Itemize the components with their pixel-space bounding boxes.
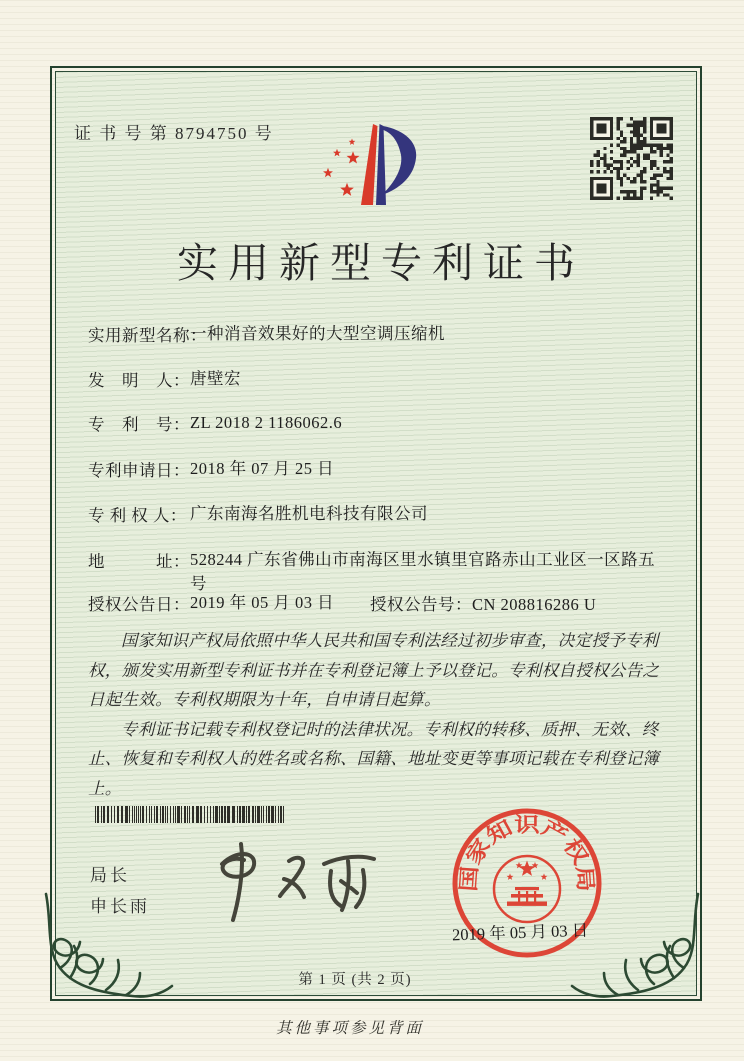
field-inventor [88,367,673,391]
floral-corner-ornament-icon [36,892,174,1014]
field-value: CN 208816286 U [472,595,597,614]
field-address [88,548,673,593]
field-grant-date-and-number [88,591,673,615]
legal-paragraph-2: 专利证书记载专利权登记时的法律状况。专利权的转移、质押、无效、终止、恢复和专利权人的姓名或名称、国籍、地址变更等事项记载在专利登记簿上。 [88,719,660,798]
field-utility-model-name [88,322,673,346]
field-patentee [88,502,673,526]
floral-corner-ornament-icon [570,892,708,1014]
field-value: 一种消音效果好的大型空调压缩机 [190,324,445,343]
field-value: 广东南海名胜机电科技有限公司 [190,504,428,523]
certificate-number: 证 书 号 第 8794750 号 [74,124,274,143]
field-value: 2018 年 07 月 25 日 [190,459,335,478]
field-value: ZL 2018 2 1186062.6 [190,413,343,432]
legal-paragraph-1: 国家知识产权局依照中华人民共和国专利法经过初步审查，决定授予专利权，颁发实用新型专利证书并在专利登记簿上予以登记。专利权自授权公告之日起生效。专利权期限为十年，自申请日起算。 [88,631,660,709]
field-label: 地 址： [88,552,190,571]
qr-code [590,117,673,200]
field-label: 专利申请日： [88,461,190,480]
field-filing-date [88,457,673,481]
field-label: 专 利 权 人： [88,506,187,525]
field-grant-number [370,591,596,615]
field-value: 528244 广东省佛山市南海区里水镇里官路赤山工业区一区路五号 [190,550,656,593]
director-name: 申长雨 [90,897,150,916]
field-label: 授权公告号： [370,595,472,614]
seal-text: 国家知识产权局 [456,812,598,893]
field-value: 2019 年 05 月 03 日 [190,593,335,612]
director-signature [192,834,402,929]
barcode [95,806,286,823]
footer-note: 其他事项参见背面 [275,1020,424,1037]
cnipa-patent-logo-icon [303,110,443,210]
field-patent-number [88,411,673,435]
certificate-title: 实用新型专利证书 [177,240,585,286]
svg-text:国家知识产权局 [456,813,597,892]
legal-text-block [88,626,664,803]
field-value: 唐壁宏 [190,369,241,388]
director-title: 局长 [90,866,130,885]
field-label: 实用新型名称： [88,326,207,345]
seal-date: 2019 年 05 月 03 日 [451,920,589,945]
field-label: 专 利 号： [88,415,190,434]
page-number: 第 1 页 (共 2 页) [298,972,412,988]
field-label: 发 明 人： [88,371,190,390]
field-label: 授权公告日： [88,595,190,614]
national-emblem-icon [494,856,560,922]
